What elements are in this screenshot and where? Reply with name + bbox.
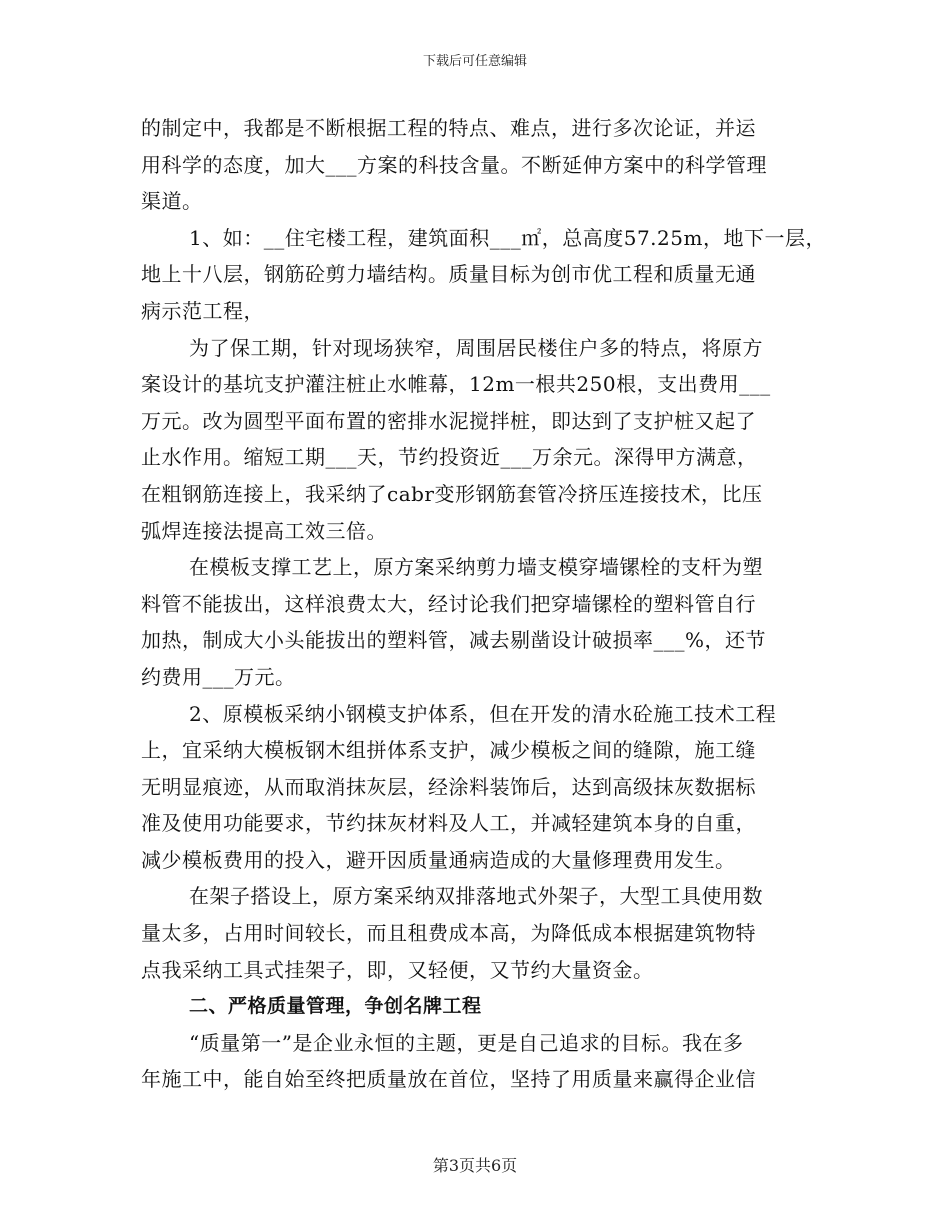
text-line: 止水作用。缩短工期___天，节约投资近___万余元。深得甲方满意， xyxy=(141,445,758,470)
page-footer: 第3页共6页 xyxy=(432,1156,518,1175)
page-header: 下载后可任意编辑 xyxy=(422,54,527,69)
text-line: 上，宜采纳大模板钢木组拼体系支护，减少模板之间的缝隙，施工缝 xyxy=(141,738,756,763)
section-heading: 二、严格质量管理，争创名牌工程 xyxy=(189,995,482,1018)
text-line: 年施工中，能自始至终把质量放在首位，坚持了用质量来赢得企业信 xyxy=(141,1067,756,1092)
text-line: 万元。改为圆型平面布置的密排水泥搅拌桩，即达到了支护桩又起了 xyxy=(141,408,756,433)
text-line: 2、原模板采纳小钢模支护体系，但在开发的清水砼施工技术工程 xyxy=(189,701,777,726)
text-line: 渠道。 xyxy=(141,189,203,214)
text-line: “质量第一”是企业永恒的主题，更是自己追求的目标。我在多 xyxy=(189,1030,744,1055)
text-line: 在模板支撑工艺上，原方案采纳剪力墙支模穿墙镙栓的支杆为塑 xyxy=(189,555,763,580)
text-line: 案设计的基坑支护灌注桩止水帷幕，12m一根共250根，支出费用___ xyxy=(141,372,771,397)
text-line: 病示范工程， xyxy=(141,298,264,323)
text-line: 在粗钢筋连接上，我采纳了cabr变形钢筋套管冷挤压连接技术，比压 xyxy=(141,481,763,506)
text-line: 量太多，占用时间较长，而且租费成本高，为降低成本根据建筑物特 xyxy=(141,921,756,946)
text-line: 在架子搭设上，原方案采纳双排落地式外架子，大型工具使用数 xyxy=(189,884,763,909)
text-line: 约费用___万元。 xyxy=(141,664,296,689)
text-line: 为了保工期，针对现场狭窄，周围居民楼住户多的特点，将原方 xyxy=(189,335,763,360)
text-line: 准及使用功能要求，节约抹灰材料及人工，并减轻建筑本身的自重， xyxy=(141,811,756,836)
text-line: 减少模板费用的投入，避开因质量通病造成的大量修理费用发生。 xyxy=(141,847,736,872)
text-line: 无明显痕迹，从而取消抹灰层，经涂料装饰后，达到高级抹灰数据标 xyxy=(141,774,756,799)
document-body xyxy=(141,110,826,1098)
text-line: 地上十八层，钢筋砼剪力墙结构。质量目标为创市优工程和质量无通 xyxy=(141,262,756,287)
text-line: 的制定中，我都是不断根据工程的特点、难点，进行多次论证，并运 xyxy=(141,116,756,140)
text-line: 加热，制成大小头能拔出的塑料管，减去剔凿设计破损率___%，还节 xyxy=(141,628,767,653)
text-line: 弧焊连接法提高工效三倍。 xyxy=(141,518,387,543)
text-line: 点我采纳工具式挂架子，即，又轻便，又节约大量资金。 xyxy=(141,957,654,982)
text-line: 料管不能拔出，这样浪费太大，经讨论我们把穿墙镙栓的塑料管自行 xyxy=(141,591,756,616)
text-line: 用科学的态度，加大___方案的科技含量。不断延伸方案中的科学管理 xyxy=(141,152,767,177)
text-line: 1、如：__住宅楼工程，建筑面积___㎡，总高度57.25m，地下一层， xyxy=(189,225,826,250)
